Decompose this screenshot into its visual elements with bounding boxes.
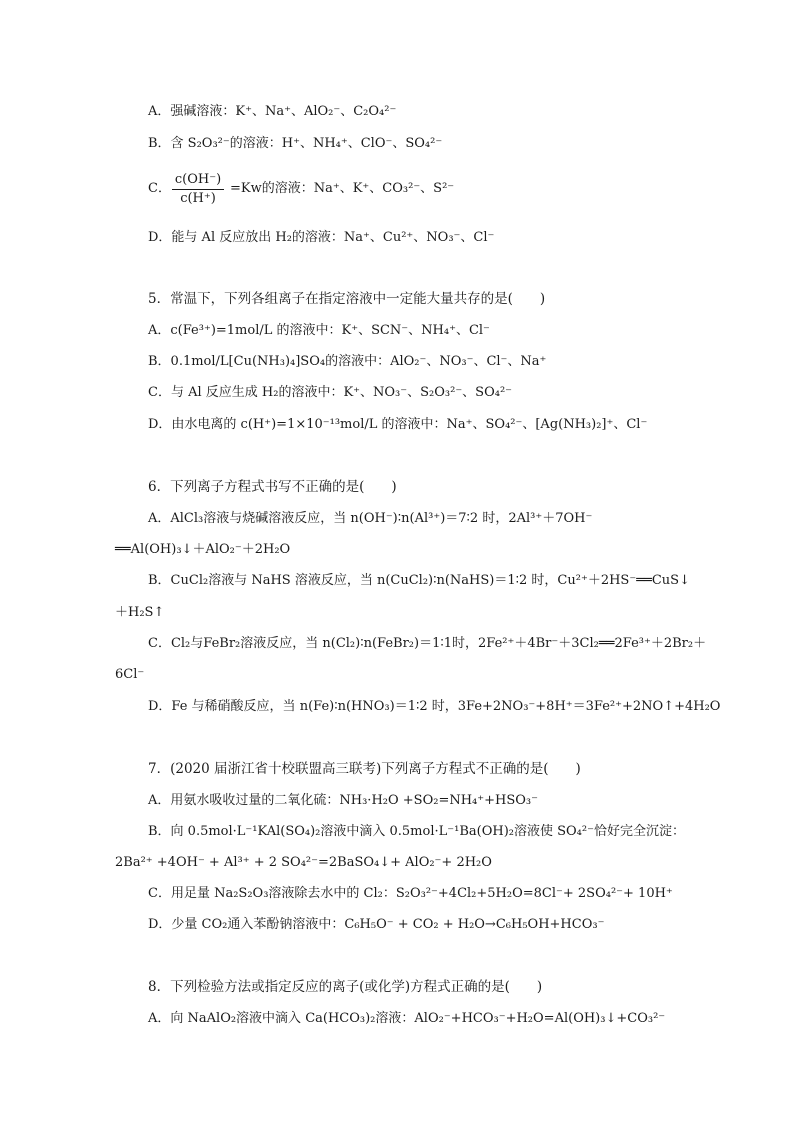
option-4a: A．强碱溶液：K⁺、Na⁺、AlO₂⁻、C₂O₄²⁻: [148, 104, 397, 119]
option-8a: A．向 NaAlO₂溶液中滴入 Ca(HCO₃)₂溶液：AlO₂⁻+HCO₃⁻+H₂O=Al(OH)₃↓+CO₃²⁻: [148, 1011, 666, 1026]
option-4d: D．能与 Al 反应放出 H₂的溶液：Na⁺、Cu²⁺、NO₃⁻、Cl⁻: [148, 230, 495, 245]
option-6b: B．CuCl₂溶液与 NaHS 溶液反应，当 n(CuCl₂)∶n(NaHS)＝1∶2 时，Cu²⁺＋2HS⁻══CuS↓: [148, 573, 690, 588]
option-7a: A．用氨水吸收过量的二氧化硫：NH₃·H₂O +SO₂=NH₄⁺+HSO₃⁻: [148, 793, 538, 808]
question-6: 6．下列离子方程式书写不正确的是( ): [148, 479, 397, 495]
question-5: 5．常温下，下列各组离子在指定溶液中一定能大量共存的是( ): [148, 291, 546, 307]
option-6a: A．AlCl₃溶液与烧碱溶液反应，当 n(OH⁻)∶n(Al³⁺)＝7∶2 时，2Al³⁺＋7OH⁻: [148, 511, 593, 526]
option-6d: D．Fe 与稀硝酸反应，当 n(Fe)∶n(HNO₃)＝1∶2 时，3Fe+2NO₃⁻+8H⁺＝3Fe²⁺+2NO↑+4H₂O: [148, 699, 721, 714]
option-6b-continued: ＋H₂S↑: [115, 605, 165, 620]
option-5b: B．0.1mol/L[Cu(NH₃)₄]SO₄的溶液中：AlO₂⁻、NO₃⁻、Cl⁻、Na⁺: [148, 354, 547, 369]
option-6c: C．Cl₂与FeBr₂溶液反应，当 n(Cl₂)∶n(FeBr₂)＝1∶1时，2Fe²⁺＋4Br⁻＋3Cl₂══2Fe³⁺＋2Br₂＋: [148, 636, 707, 651]
option-4c-rest: =Kw的溶液：Na⁺、K⁺、CO₃²⁻、S²⁻: [230, 181, 455, 196]
option-7d: D．少量 CO₂通入苯酚钠溶液中：C₆H₅O⁻ + CO₂ + H₂O→C₆H₅OH+HCO₃⁻: [148, 917, 605, 932]
option-4b: B．含 S₂O₃²⁻的溶液：H⁺、NH₄⁺、ClO⁻、SO₄²⁻: [148, 136, 443, 151]
option-4c-prefix: C．: [148, 181, 171, 196]
question-7: 7．(2020 届浙江省十校联盟高三联考)下列离子方程式不正确的是( ): [148, 761, 581, 777]
option-7b-continued: 2Ba²⁺ +4OH⁻ + Al³⁺ + 2 SO₄²⁻=2BaSO₄↓+ AlO₂⁻+ 2H₂O: [115, 855, 492, 870]
fraction-oh-over-h: [172, 172, 224, 207]
option-7c: C．用足量 Na₂S₂O₃溶液除去水中的 Cl₂：S₂O₃²⁻+4Cl₂+5H₂O=8Cl⁻+ 2SO₄²⁻+ 10H⁺: [148, 886, 673, 901]
option-5a: A．c(Fe³⁺)=1mol/L 的溶液中：K⁺、SCN⁻、NH₄⁺、Cl⁻: [148, 323, 490, 338]
option-5c: C．与 Al 反应生成 H₂的溶液中：K⁺、NO₃⁻、S₂O₃²⁻、SO₄²⁻: [148, 385, 513, 400]
option-5d: D．由水电离的 c(H⁺)=1×10⁻¹³mol/L 的溶液中：Na⁺、SO₄²⁻、[Ag(NH₃)₂]⁺、Cl⁻: [148, 417, 648, 432]
question-8: 8．下列检验方法或指定反应的离子(或化学)方程式正确的是( ): [148, 979, 543, 995]
option-6c-continued: 6Cl⁻: [115, 667, 145, 682]
option-7b: B．向 0.5mol·L⁻¹KAl(SO₄)₂溶液中滴入 0.5mol·L⁻¹Ba(OH)₂溶液使 SO₄²⁻恰好完全沉淀：: [148, 824, 685, 839]
fraction-denominator: c(H⁺): [180, 191, 216, 206]
option-6a-continued: ══Al(OH)₃↓＋AlO₂⁻＋2H₂O: [115, 542, 291, 557]
fraction-numerator: c(OH⁻): [172, 172, 224, 190]
